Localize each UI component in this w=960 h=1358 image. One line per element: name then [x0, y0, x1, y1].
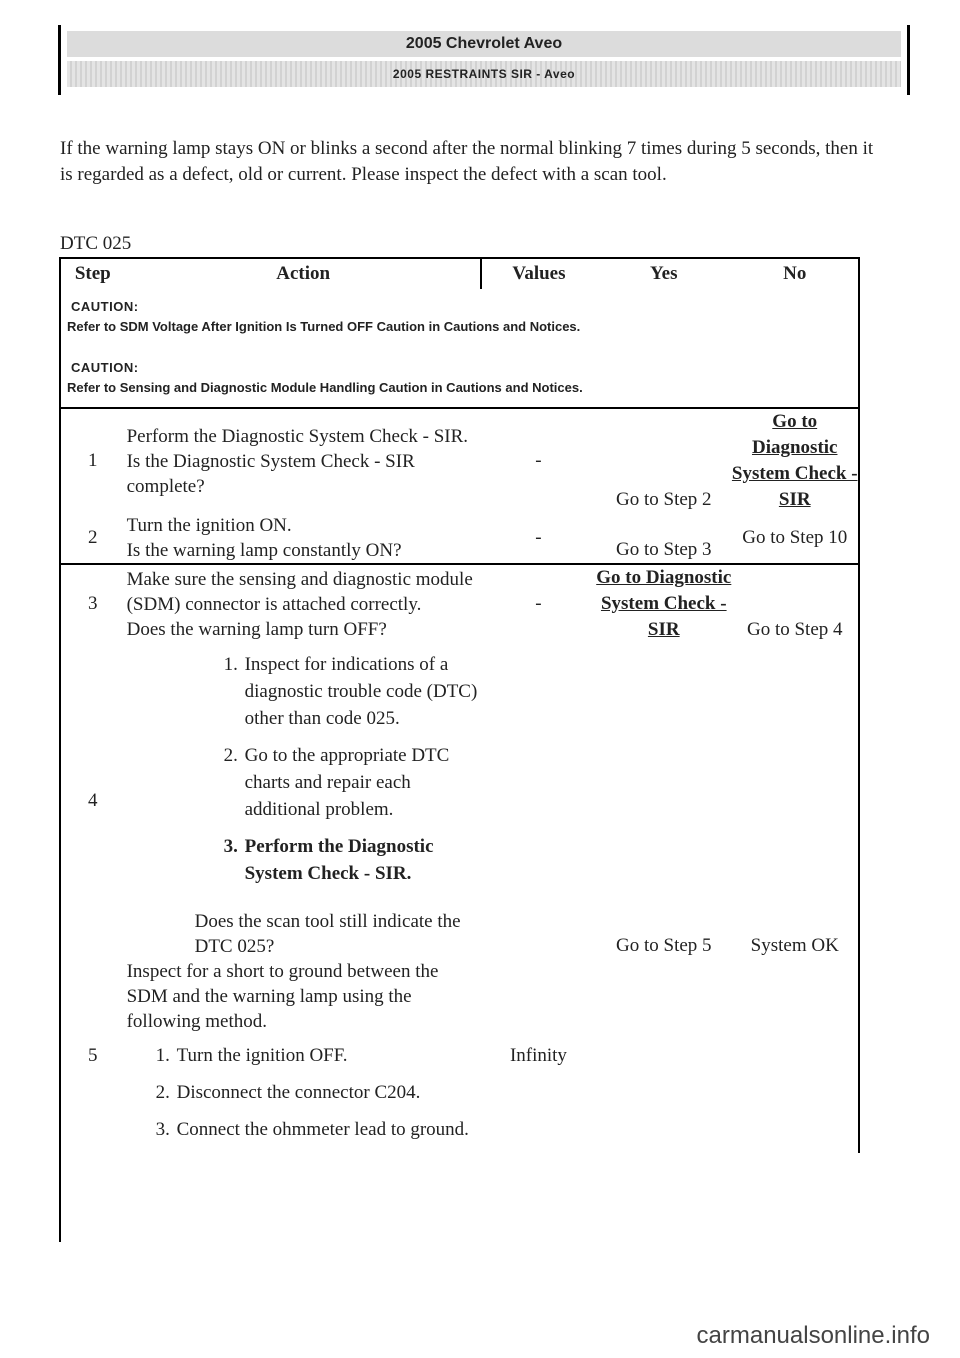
caution-box	[59, 289, 858, 407]
action-question: Does the warning lamp turn OFF?	[126, 618, 387, 640]
table-row	[59, 513, 859, 564]
diagnostic-system-check-link[interactable]: Go to Diagnostic System Check - SIR	[731, 411, 858, 510]
action-question: Does the scan tool still indicate the DTC 025?	[194, 911, 461, 957]
action-steps-list	[127, 1042, 481, 1143]
intro-paragraph: If the warning lamp stays ON or blinks a second after the normal blinking 7 times during 5 seconds, then it is regarded as a defect, old or current. Please inspect the defect with a scan tool.	[60, 138, 874, 185]
no-result: System OK	[731, 643, 859, 959]
watermark: carmanualsonline.info	[696, 1322, 930, 1349]
step-action	[127, 643, 481, 959]
header-values: Values	[481, 258, 596, 289]
table-row	[59, 564, 859, 643]
no-result: Go to Step 4	[731, 564, 859, 643]
list-item: 3. Connect the ohmmeter lead to ground.	[175, 1116, 481, 1143]
step-value: -	[535, 593, 542, 614]
no-result: Go to Step 10	[731, 513, 859, 564]
step-number: 1	[88, 450, 98, 471]
table-row	[59, 643, 859, 959]
action-question: Is the Diagnostic System Check - SIR complete?	[126, 450, 415, 497]
list-item: 2. Go to the appropriate DTC charts and repair each additional problem.	[243, 742, 481, 823]
list-item: 2. Disconnect the connector C204.	[175, 1079, 481, 1106]
action-text: Inspect for a short to ground between the SDM and the warning lamp using the following method.	[126, 961, 439, 1032]
header-action: Action	[127, 258, 481, 289]
list-item: 1. Inspect for indications of a diagnostic trouble code (DTC) other than code 025.	[243, 651, 481, 732]
header-no: No	[731, 258, 859, 289]
table-row	[59, 959, 859, 1153]
table-row	[59, 408, 859, 513]
step-value: -	[481, 513, 596, 564]
list-item: 1. Turn the ignition OFF.	[175, 1042, 481, 1069]
action-text: Make sure the sensing and diagnostic module (SDM) connector is attached correctly.	[126, 568, 473, 615]
yes-result: Go to Step 3	[596, 513, 731, 564]
caution-text: Refer to SDM Voltage After Ignition Is Turned OFF Caution in Cautions and Notices.	[67, 319, 581, 334]
header-subtitle: 2005 RESTRAINTS SIR - Aveo	[67, 61, 901, 87]
step-action	[127, 408, 481, 513]
step-number: 5	[88, 1045, 98, 1066]
caution-label: CAUTION:	[71, 299, 139, 314]
action-question: Is the warning lamp constantly ON?	[126, 540, 402, 561]
caution-label: CAUTION:	[71, 360, 139, 375]
page-header	[58, 25, 910, 95]
dtc-label: DTC 025	[60, 233, 132, 254]
action-text: Perform the Diagnostic System Check - SIR.	[126, 425, 469, 447]
yes-result: Go to Step 2	[616, 489, 712, 510]
diagnostic-table	[59, 257, 860, 1153]
action-steps-list	[195, 651, 481, 887]
step-value	[481, 643, 596, 959]
diagnostic-system-check-link[interactable]: Go to Diagnostic System Check - SIR	[596, 567, 732, 640]
step-number: 2	[59, 513, 127, 564]
step-action	[127, 959, 481, 1153]
header-title: 2005 Chevrolet Aveo	[67, 31, 901, 57]
caution-row	[59, 289, 859, 408]
step-value: -	[535, 450, 542, 471]
step-number: 3	[88, 593, 98, 614]
step-action	[127, 564, 481, 643]
header-step: Step	[59, 258, 127, 289]
yes-result: Go to Step 5	[616, 935, 712, 956]
action-text: Turn the ignition ON.	[126, 515, 292, 536]
step-number: 4	[88, 790, 98, 811]
caution-text: Refer to Sensing and Diagnostic Module Handling Caution in Cautions and Notices.	[67, 380, 583, 395]
step-action	[127, 513, 481, 564]
table-header-row	[59, 258, 859, 289]
list-item: 3. Perform the Diagnostic System Check - SIR.	[243, 833, 481, 887]
step-value: Infinity	[509, 1045, 567, 1066]
header-yes: Yes	[596, 258, 731, 289]
